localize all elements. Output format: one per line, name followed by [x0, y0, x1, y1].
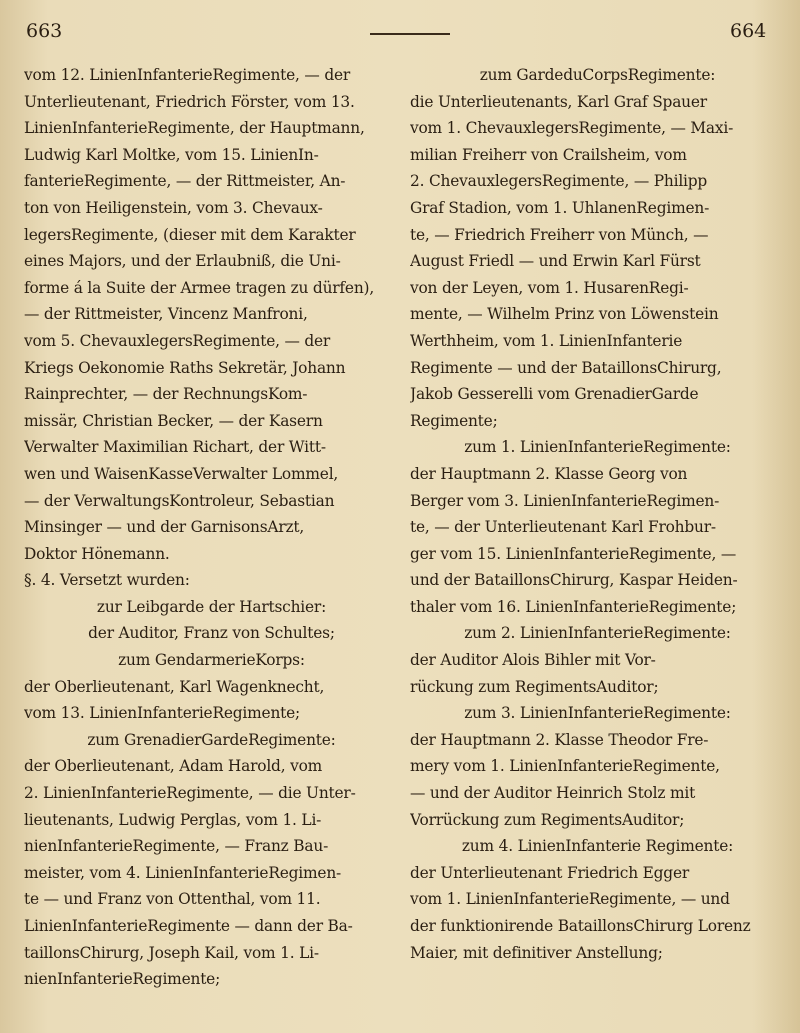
left-text-column: [24, 62, 399, 993]
text-line: wen und WaisenKasseVerwalter Lommel,: [24, 464, 339, 483]
text-line: die Unterlieutenants, Karl Graf Spauer: [410, 92, 707, 111]
text-line: Werthheim, vom 1. LinienInfanterie: [410, 331, 683, 350]
text-line: vom 13. LinienInfanterieRegimente;: [24, 704, 301, 723]
text-line: Kriegs Oekonomie Raths Sekretär, Johann: [24, 358, 346, 377]
text-line: — der Rittmeister, Vincenz Manfroni,: [24, 305, 308, 324]
text-line: Regimente — und der BataillonsChirurg,: [410, 358, 722, 377]
text-line: nienInfanterieRegimente;: [24, 970, 221, 989]
text-line: LinienInfanterieRegimente, der Hauptmann,: [24, 119, 365, 138]
text-line: Berger vom 3. LinienInfanterieRegimen-: [410, 491, 720, 510]
text-line: taillonsChirurg, Joseph Kail, vom 1. Li-: [24, 943, 319, 962]
text-line: 2. LinienInfanterieRegimente, — die Unter-: [24, 784, 356, 803]
text-line: missär, Christian Becker, — der Kasern: [24, 411, 323, 430]
text-line: zum 4. LinienInfanterie Regimente:: [461, 837, 734, 856]
text-line: te, — der Unterlieutenant Karl Frohbur-: [410, 518, 716, 537]
text-line: der Hauptmann 2. Klasse Theodor Fre-: [410, 730, 709, 749]
text-line: Vorrückung zum RegimentsAuditor;: [410, 810, 685, 829]
text-line: Jakob Gesserelli vom GrenadierGarde: [410, 385, 699, 404]
text-line: — und der Auditor Heinrich Stolz mit: [410, 784, 696, 803]
text-line: der funktionirende BataillonsChirurg Lorenz: [410, 917, 751, 935]
header-rule: [370, 33, 450, 35]
text-line: — der VerwaltungsKontroleur, Sebastian: [24, 491, 335, 510]
text-line: thaler vom 16. LinienInfanterieRegimente;: [410, 597, 737, 616]
text-line: rückung zum RegimentsAuditor;: [410, 677, 659, 696]
text-line: ton von Heiligenstein, vom 3. Chevaux-: [24, 198, 323, 217]
text-line: der Unterlieutenant Friedrich Egger: [410, 863, 690, 882]
text-line: ger vom 15. LinienInfanterieRegimente, —: [410, 544, 737, 563]
text-line: vom 12. LinienInfanterieRegimente, — der: [24, 66, 351, 84]
text-line: zum GrenadierGardeRegimente:: [87, 730, 336, 749]
text-line: zum 1. LinienInfanterieRegimente:: [464, 438, 731, 457]
text-line: der Oberlieutenant, Adam Harold, vom: [24, 757, 323, 776]
text-line: Doktor Hönemann.: [24, 544, 170, 563]
text-line: mery vom 1. LinienInfanterieRegimente,: [410, 757, 720, 776]
text-line: der Auditor Alois Bihler mit Vor-: [410, 651, 656, 670]
text-line: vom 1. ChevauxlegersRegimente, — Maxi-: [410, 119, 734, 138]
text-line: mente, — Wilhelm Prinz von Löwenstein: [410, 305, 719, 324]
text-line: der Oberlieutenant, Karl Wagenknecht,: [24, 677, 325, 696]
text-line: Ludwig Karl Moltke, vom 15. LinienIn-: [24, 145, 319, 164]
text-line: Maier, mit definitiver Anstellung;: [410, 943, 663, 962]
text-line: lieutenants, Ludwig Perglas, vom 1. Li-: [24, 810, 322, 829]
text-line: te — und Franz von Ottenthal, vom 11.: [24, 890, 321, 909]
text-line: legersRegimente, (dieser mit dem Karakter: [24, 225, 356, 244]
text-line: te, — Friedrich Freiherr von Münch, —: [410, 225, 709, 244]
text-line: fanterieRegimente, — der Rittmeister, An-: [24, 172, 346, 191]
text-line: Graf Stadion, vom 1. UhlanenRegimen-: [410, 198, 710, 217]
text-line: eines Majors, und der Erlaubniß, die Uni-: [24, 252, 341, 271]
text-line: §. 4. Versetzt wurden:: [24, 571, 190, 590]
text-line: meister, vom 4. LinienInfanterieRegimen-: [24, 863, 342, 882]
text-line: von der Leyen, vom 1. HusarenRegi-: [410, 278, 689, 297]
text-line: vom 5. ChevauxlegersRegimente, — der: [24, 331, 331, 350]
text-line: zur Leibgarde der Hartschier:: [96, 597, 327, 616]
text-line: 2. ChevauxlegersRegimente, — Philipp: [410, 172, 708, 191]
left-page-number: 663: [26, 20, 63, 42]
text-line: forme á la Suite der Armee tragen zu dürfen),: [24, 278, 375, 297]
text-line: nienInfanterieRegimente, — Franz Bau-: [24, 837, 329, 856]
text-line: vom 1. LinienInfanterieRegimente, — und: [410, 890, 730, 909]
text-line: milian Freiherr von Crailsheim, vom: [410, 145, 687, 164]
text-line: zum GendarmerieKorps:: [118, 651, 305, 670]
text-line: Minsinger — und der GarnisonsArzt,: [24, 518, 305, 537]
text-line: zum GardeduCorpsRegimente:: [479, 66, 716, 84]
right-page-number: 664: [730, 20, 767, 42]
text-line: zum 2. LinienInfanterieRegimente:: [464, 624, 731, 643]
text-line: Rainprechter, — der RechnungsKom-: [24, 385, 308, 404]
right-text-column: [410, 62, 785, 966]
text-line: Regimente;: [410, 411, 498, 430]
text-line: der Hauptmann 2. Klasse Georg von: [410, 464, 688, 483]
text-line: der Auditor, Franz von Schultes;: [88, 624, 335, 643]
text-line: und der BataillonsChirurg, Kaspar Heiden-: [410, 571, 738, 590]
text-line: zum 3. LinienInfanterieRegimente:: [464, 704, 731, 723]
text-line: Unterlieutenant, Friedrich Förster, vom 13.: [24, 92, 355, 111]
text-line: Verwalter Maximilian Richart, der Witt-: [24, 438, 326, 457]
text-line: LinienInfanterieRegimente — dann der Ba-: [24, 917, 353, 935]
text-line: August Friedl — und Erwin Karl Fürst: [410, 252, 701, 271]
